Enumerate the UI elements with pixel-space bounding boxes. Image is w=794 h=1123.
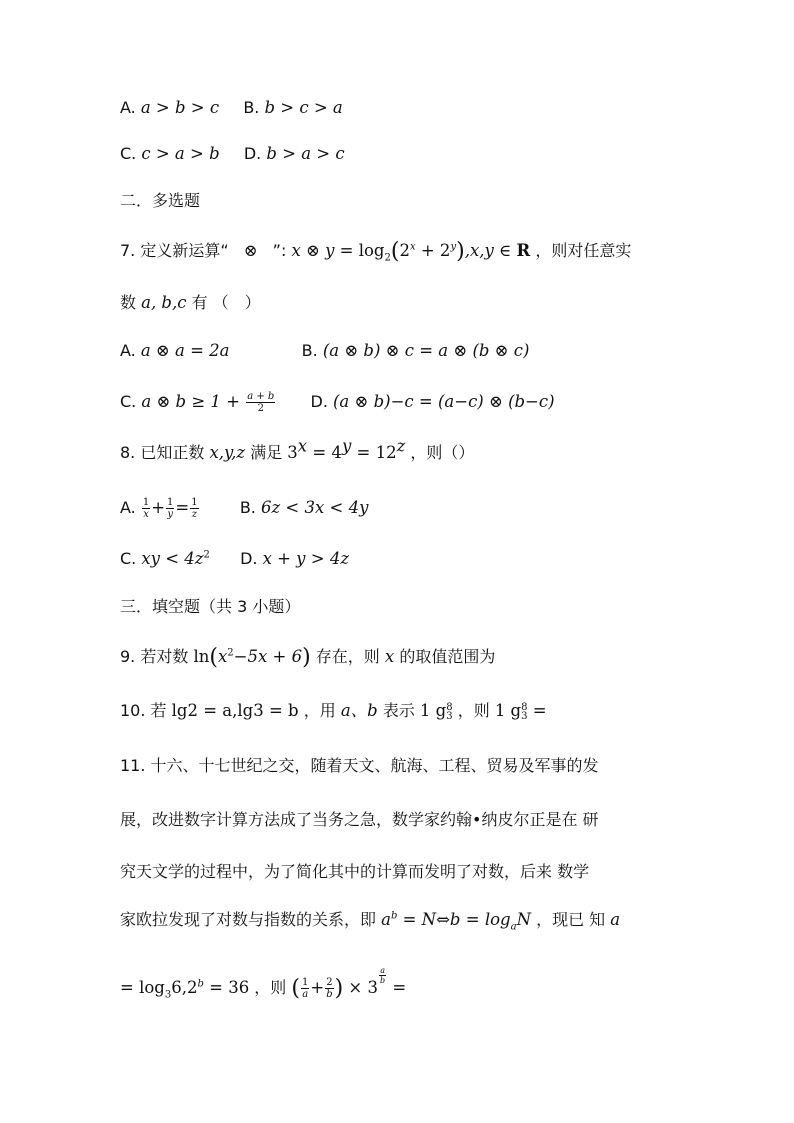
option-label: B.	[243, 98, 260, 117]
operation-definition: x ⊗ $y = \log_2(2^x + 2^y),x,y$ ∈ R	[291, 239, 531, 264]
option-b: b > c > a	[264, 98, 343, 117]
stem-text: 十六、十七世纪之交，随着天文、航海、工程、贸易及军事的发	[150, 756, 599, 775]
option-c: xy < $4z^2$	[141, 549, 210, 568]
stem-text: 定义新运算“	[140, 241, 229, 260]
stem-text: ”:	[272, 241, 287, 260]
q7-stem-line2	[120, 293, 261, 313]
stem-text: ，现已 知	[536, 910, 606, 929]
log-expression: $\ln(x^2-5x + 6)$	[193, 645, 311, 670]
stem-text: ，则	[254, 978, 287, 997]
stem-text: ，则对任意实	[535, 241, 632, 260]
question-number: 11.	[120, 756, 146, 775]
question-number: 7.	[120, 241, 136, 260]
option-d: (a ⊗ b)−c = (a−c) ⊗ (b−c)	[333, 392, 555, 411]
question-number: 10.	[120, 701, 146, 720]
q8-options-row2	[120, 549, 349, 569]
given-values: = $\log_36,2^b = 36$	[120, 978, 250, 1001]
answer-expression: 1 g 8 3 =	[494, 701, 547, 722]
stem-text: 数	[120, 293, 137, 312]
option-d: b > a > c	[266, 144, 345, 163]
variables: a, b,c	[141, 293, 187, 312]
option-label: D.	[310, 392, 328, 411]
option-a: $\frac{1}{x}$ + $\frac{1}{y}$ = $\frac{1}{z}$	[142, 497, 198, 520]
q11-line5	[120, 966, 406, 1000]
option-label: B.	[301, 341, 318, 360]
q10-stem	[120, 701, 547, 721]
stem-text: 表示	[382, 701, 415, 720]
stem-text: 已知正数	[140, 443, 205, 462]
option-label: D.	[243, 144, 262, 163]
q7-options-row1	[120, 341, 529, 361]
stem-text: 满足	[250, 443, 283, 462]
stem-text: 有 （ ）	[191, 293, 261, 312]
q11-line1	[120, 756, 599, 776]
q8-stem	[120, 436, 475, 463]
option-label: C.	[120, 392, 137, 411]
section-heading-fill-in: 三．填空题（共 3 小题）	[120, 597, 301, 616]
target-expression: 1 g 8 3	[419, 701, 453, 722]
option-b: 6z < 3x < 4y	[260, 498, 369, 517]
stem-text: 家欧拉发现了对数与指数的关系，即	[120, 910, 377, 929]
q6-options-row1	[120, 98, 343, 118]
q6-options-row2	[120, 144, 345, 164]
stem-text: 存在，则	[315, 647, 380, 666]
stem-text: 的取值范围为	[399, 647, 496, 666]
question-number: 8.	[120, 443, 136, 462]
log-definition: $a^b$ = N⇔b = $\log_aN$	[381, 910, 531, 933]
stem-text: 若对数	[140, 647, 189, 666]
option-label: B.	[239, 498, 256, 517]
option-c: c > a > b	[141, 144, 220, 163]
stem-text: ，则（）	[410, 443, 475, 462]
option-b: (a ⊗ b) ⊗ c = a ⊗ (b ⊗ c)	[322, 341, 530, 360]
q9-stem	[120, 647, 495, 668]
stem-text: 若	[150, 701, 167, 720]
stem-text: ，则	[457, 701, 490, 720]
section-heading-multiple-choice: 二．多选题	[120, 191, 201, 210]
option-label: A.	[120, 498, 136, 517]
q7-stem-line1	[120, 241, 631, 262]
target-expression: ( $\frac{1}{a}$ + $\frac{2}{b}$ ) × 3 $\frac{a}{b}$ =	[291, 966, 407, 1001]
stem-text: ，用	[303, 701, 336, 720]
option-c: a ⊗ b ≥ 1 + $\frac{a + b}{2}$	[141, 391, 275, 414]
condition-equation: $3^x = 4^y = 12^z$	[287, 436, 406, 462]
operator-symbol: ⊗	[243, 241, 258, 260]
question-number: 9.	[120, 647, 136, 666]
q8-options-row1	[120, 497, 368, 520]
variable: x	[384, 647, 395, 666]
variables: a、b	[340, 701, 378, 720]
option-label: D.	[240, 549, 258, 568]
option-a: a > b > c	[140, 98, 220, 117]
option-label: C.	[120, 144, 137, 163]
option-d: x + y > 4z	[262, 549, 350, 568]
q7-options-row2	[120, 391, 555, 414]
variables: x,y,z	[209, 443, 246, 462]
option-a: a ⊗ a = 2a	[140, 341, 230, 360]
option-label: A.	[120, 98, 136, 117]
q11-line3: 究天文学的过程中，为了简化其中的计算而发明了对数，后来 数学	[120, 862, 590, 881]
q11-line2: 展，改进数字计算方法成了当务之急，数学家约翰•纳皮尔正是在 研	[120, 810, 599, 829]
option-label: C.	[120, 549, 137, 568]
variable: a	[610, 910, 621, 929]
option-label: A.	[120, 341, 136, 360]
condition: lg2 = a,lg3 = b	[171, 701, 299, 720]
q11-line4	[120, 910, 621, 933]
